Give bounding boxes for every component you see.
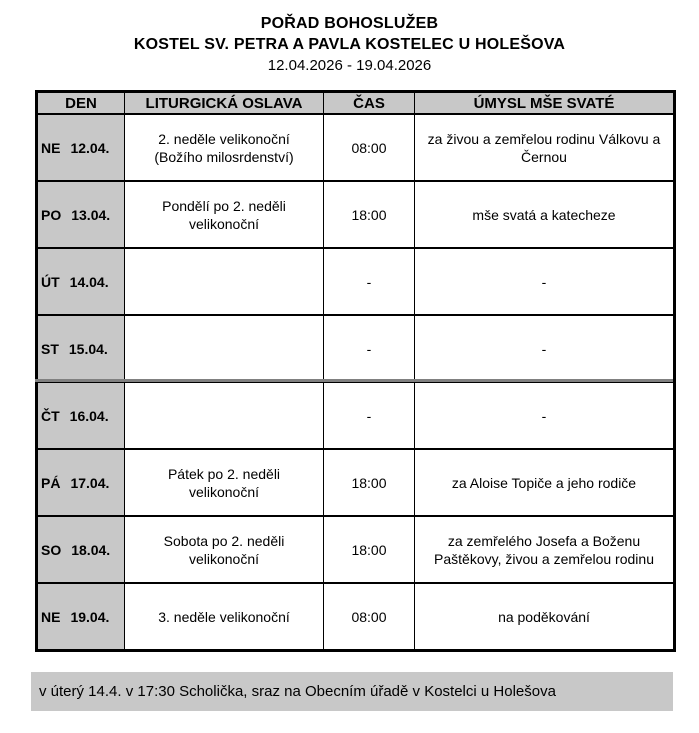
intention-cell: za zemřelého Josefa a Boženu Paštěkovy, živou a zemřelou rodinu [415,516,675,583]
time-cell: 08:00 [324,583,415,651]
celebration-cell: 3. neděle velikonoční [125,583,324,651]
intention-cell: mše svatá a katecheze [415,181,675,248]
column-header-cas: ČAS [324,92,415,115]
table-row [37,583,675,651]
day-abbr: ÚT [41,273,60,290]
page-break-divider [35,379,673,382]
column-header-den: DEN [37,92,125,115]
day-abbr: NE [41,608,61,625]
table-header-row [37,92,675,115]
time-cell: 08:00 [324,114,415,181]
day-abbr: SO [41,541,62,558]
day-abbr: ČT [41,407,60,424]
intention-cell: na poděkování [415,583,675,651]
time-cell: 18:00 [324,181,415,248]
celebration-cell [125,248,324,315]
time-cell: 18:00 [324,516,415,583]
date-range: 12.04.2026 - 19.04.2026 [267,57,432,74]
table-row [37,382,675,449]
day-date: 17.04. [70,474,110,491]
table-row [37,181,675,248]
day-abbr: PO [41,206,62,223]
time-cell: - [324,315,415,382]
day-abbr: ST [41,340,59,357]
day-abbr: PÁ [41,474,61,491]
intention-cell: - [415,382,675,449]
time-cell: - [324,248,415,315]
table-row [37,248,675,315]
column-header-liturgicka-oslava: LITURGICKÁ OSLAVA [125,92,324,115]
day-cell [37,248,125,315]
day-cell [37,114,125,181]
day-abbr: NE [41,139,61,156]
day-cell [37,382,125,449]
day-cell [37,516,125,583]
footer-note: v úterý 14.4. v 17:30 Scholička, sraz na Obecním úřadě v Kostelci u Holešova [31,672,673,711]
day-cell [37,181,125,248]
day-date: 13.04. [71,206,111,223]
celebration-cell [125,315,324,382]
celebration-cell: Sobota po 2. neděli velikonoční [125,516,324,583]
day-date: 12.04. [70,139,110,156]
intention-cell: za živou a zemřelou rodinu Válkovu a Černou [415,114,675,181]
day-date: 18.04. [71,541,111,558]
table-row [37,516,675,583]
day-cell [37,583,125,651]
table-row [37,114,675,181]
day-date: 14.04. [69,273,109,290]
table-row [37,449,675,516]
celebration-cell: 2. neděle velikonoční (Božího milosrdenství) [125,114,324,181]
document-header [0,13,699,76]
time-cell: - [324,382,415,449]
column-header-umysl-mse-svate: ÚMYSL MŠE SVATÉ [415,92,675,115]
day-date: 15.04. [68,340,108,357]
page-title: POŘAD BOHOSLUŽEB [260,15,439,32]
day-cell [37,315,125,382]
table-row [37,315,675,382]
celebration-cell [125,382,324,449]
schedule-table [35,90,676,652]
celebration-cell: Pondělí po 2. neděli velikonoční [125,181,324,248]
intention-cell: - [415,248,675,315]
intention-cell: za Aloise Topiče a jeho rodiče [415,449,675,516]
intention-cell: - [415,315,675,382]
day-date: 19.04. [70,608,110,625]
time-cell: 18:00 [324,449,415,516]
celebration-cell: Pátek po 2. neděli velikonoční [125,449,324,516]
day-cell [37,449,125,516]
page-subtitle: KOSTEL SV. PETRA A PAVLA KOSTELEC U HOLEŠOVA [133,36,566,53]
day-date: 16.04. [69,407,109,424]
